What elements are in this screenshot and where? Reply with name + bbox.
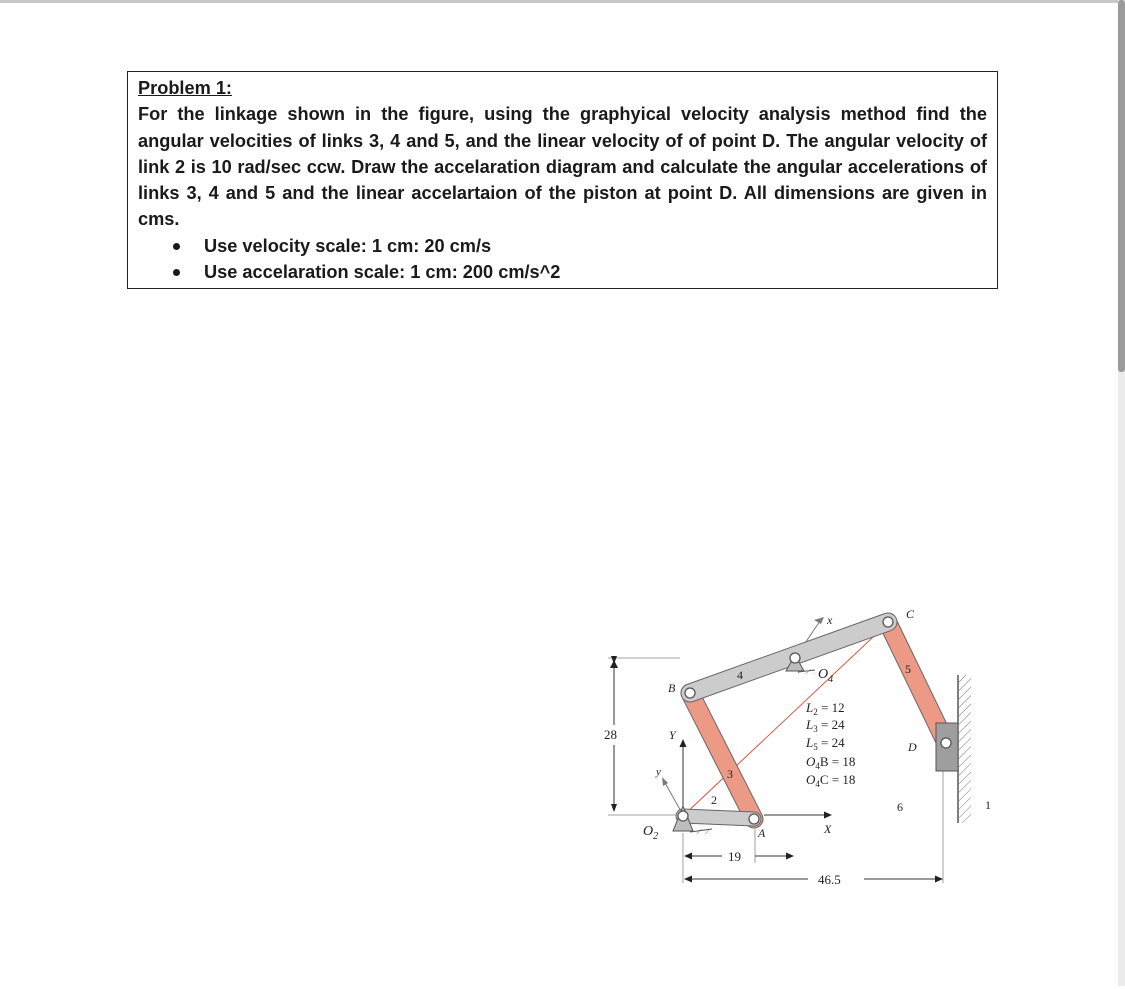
problem-text: For the linkage shown in the figure, using the graphyical velocity analysis method find the angular velocities of links 3, 4 and 5, and the linear velocity of of point D. The angular velocity of link 2 is 10 rad/sec ccw. Draw the accelaration diagram and calculate the angular accelerations of links 3, 4 and 5 and the linear accelartaion of the piston at point D. All dimensions are given in cms. [138, 104, 987, 230]
label-A: A [758, 826, 766, 840]
velocity-scale-item: Use velocity scale: 1 cm: 20 cm/s [138, 233, 987, 259]
length-O4C: $O_4C = 18$ [806, 772, 856, 789]
length-O4B: $O_4B = 18$ [806, 754, 856, 771]
axis-X-label: X [824, 822, 832, 836]
length-L5: $L_5 = 24$ [806, 735, 845, 752]
joint-o2 [678, 811, 688, 821]
lengths-list [805, 700, 855, 789]
dimension-46-5-label: 46.5 [818, 872, 841, 887]
label-D: D [908, 740, 917, 754]
dimension-19 [683, 829, 794, 883]
axis-x-label: x [827, 613, 833, 627]
joint-o4 [790, 653, 800, 663]
joint-c [883, 617, 893, 627]
label-C: C [906, 607, 915, 621]
label-B: B [668, 681, 676, 695]
dimension-28-label: 28 [604, 727, 617, 742]
axis-y-label: y [656, 766, 661, 778]
length-L3: $L_3 = 24$ [806, 717, 845, 734]
link-label-6: 6 [897, 800, 903, 814]
label-O4: $O_4$ [818, 667, 834, 685]
link-label-5: 5 [905, 662, 911, 676]
link-label-1: 1 [985, 798, 991, 812]
acceleration-scale-item: Use accelaration scale: 1 cm: 200 cm/s^2 [138, 259, 987, 285]
length-L2: $L_2 = 12$ [806, 700, 845, 717]
link-label-2: 2 [711, 793, 717, 807]
problem-title: Problem 1: [138, 78, 232, 98]
scrollbar-thumb[interactable] [1118, 0, 1125, 372]
joint-b [685, 688, 695, 698]
link-label-3: 3 [727, 767, 733, 781]
link-label-4: 4 [737, 668, 743, 682]
dimension-19-label: 19 [728, 849, 741, 864]
label-O2: $O_2$ [643, 824, 659, 842]
linkage-figure [0, 3, 1125, 989]
joint-d [941, 738, 951, 748]
joint-a [749, 814, 759, 824]
axis-Y-label: Y [669, 728, 676, 742]
ground-wall [958, 675, 971, 823]
vertical-scrollbar[interactable] [1118, 0, 1125, 986]
